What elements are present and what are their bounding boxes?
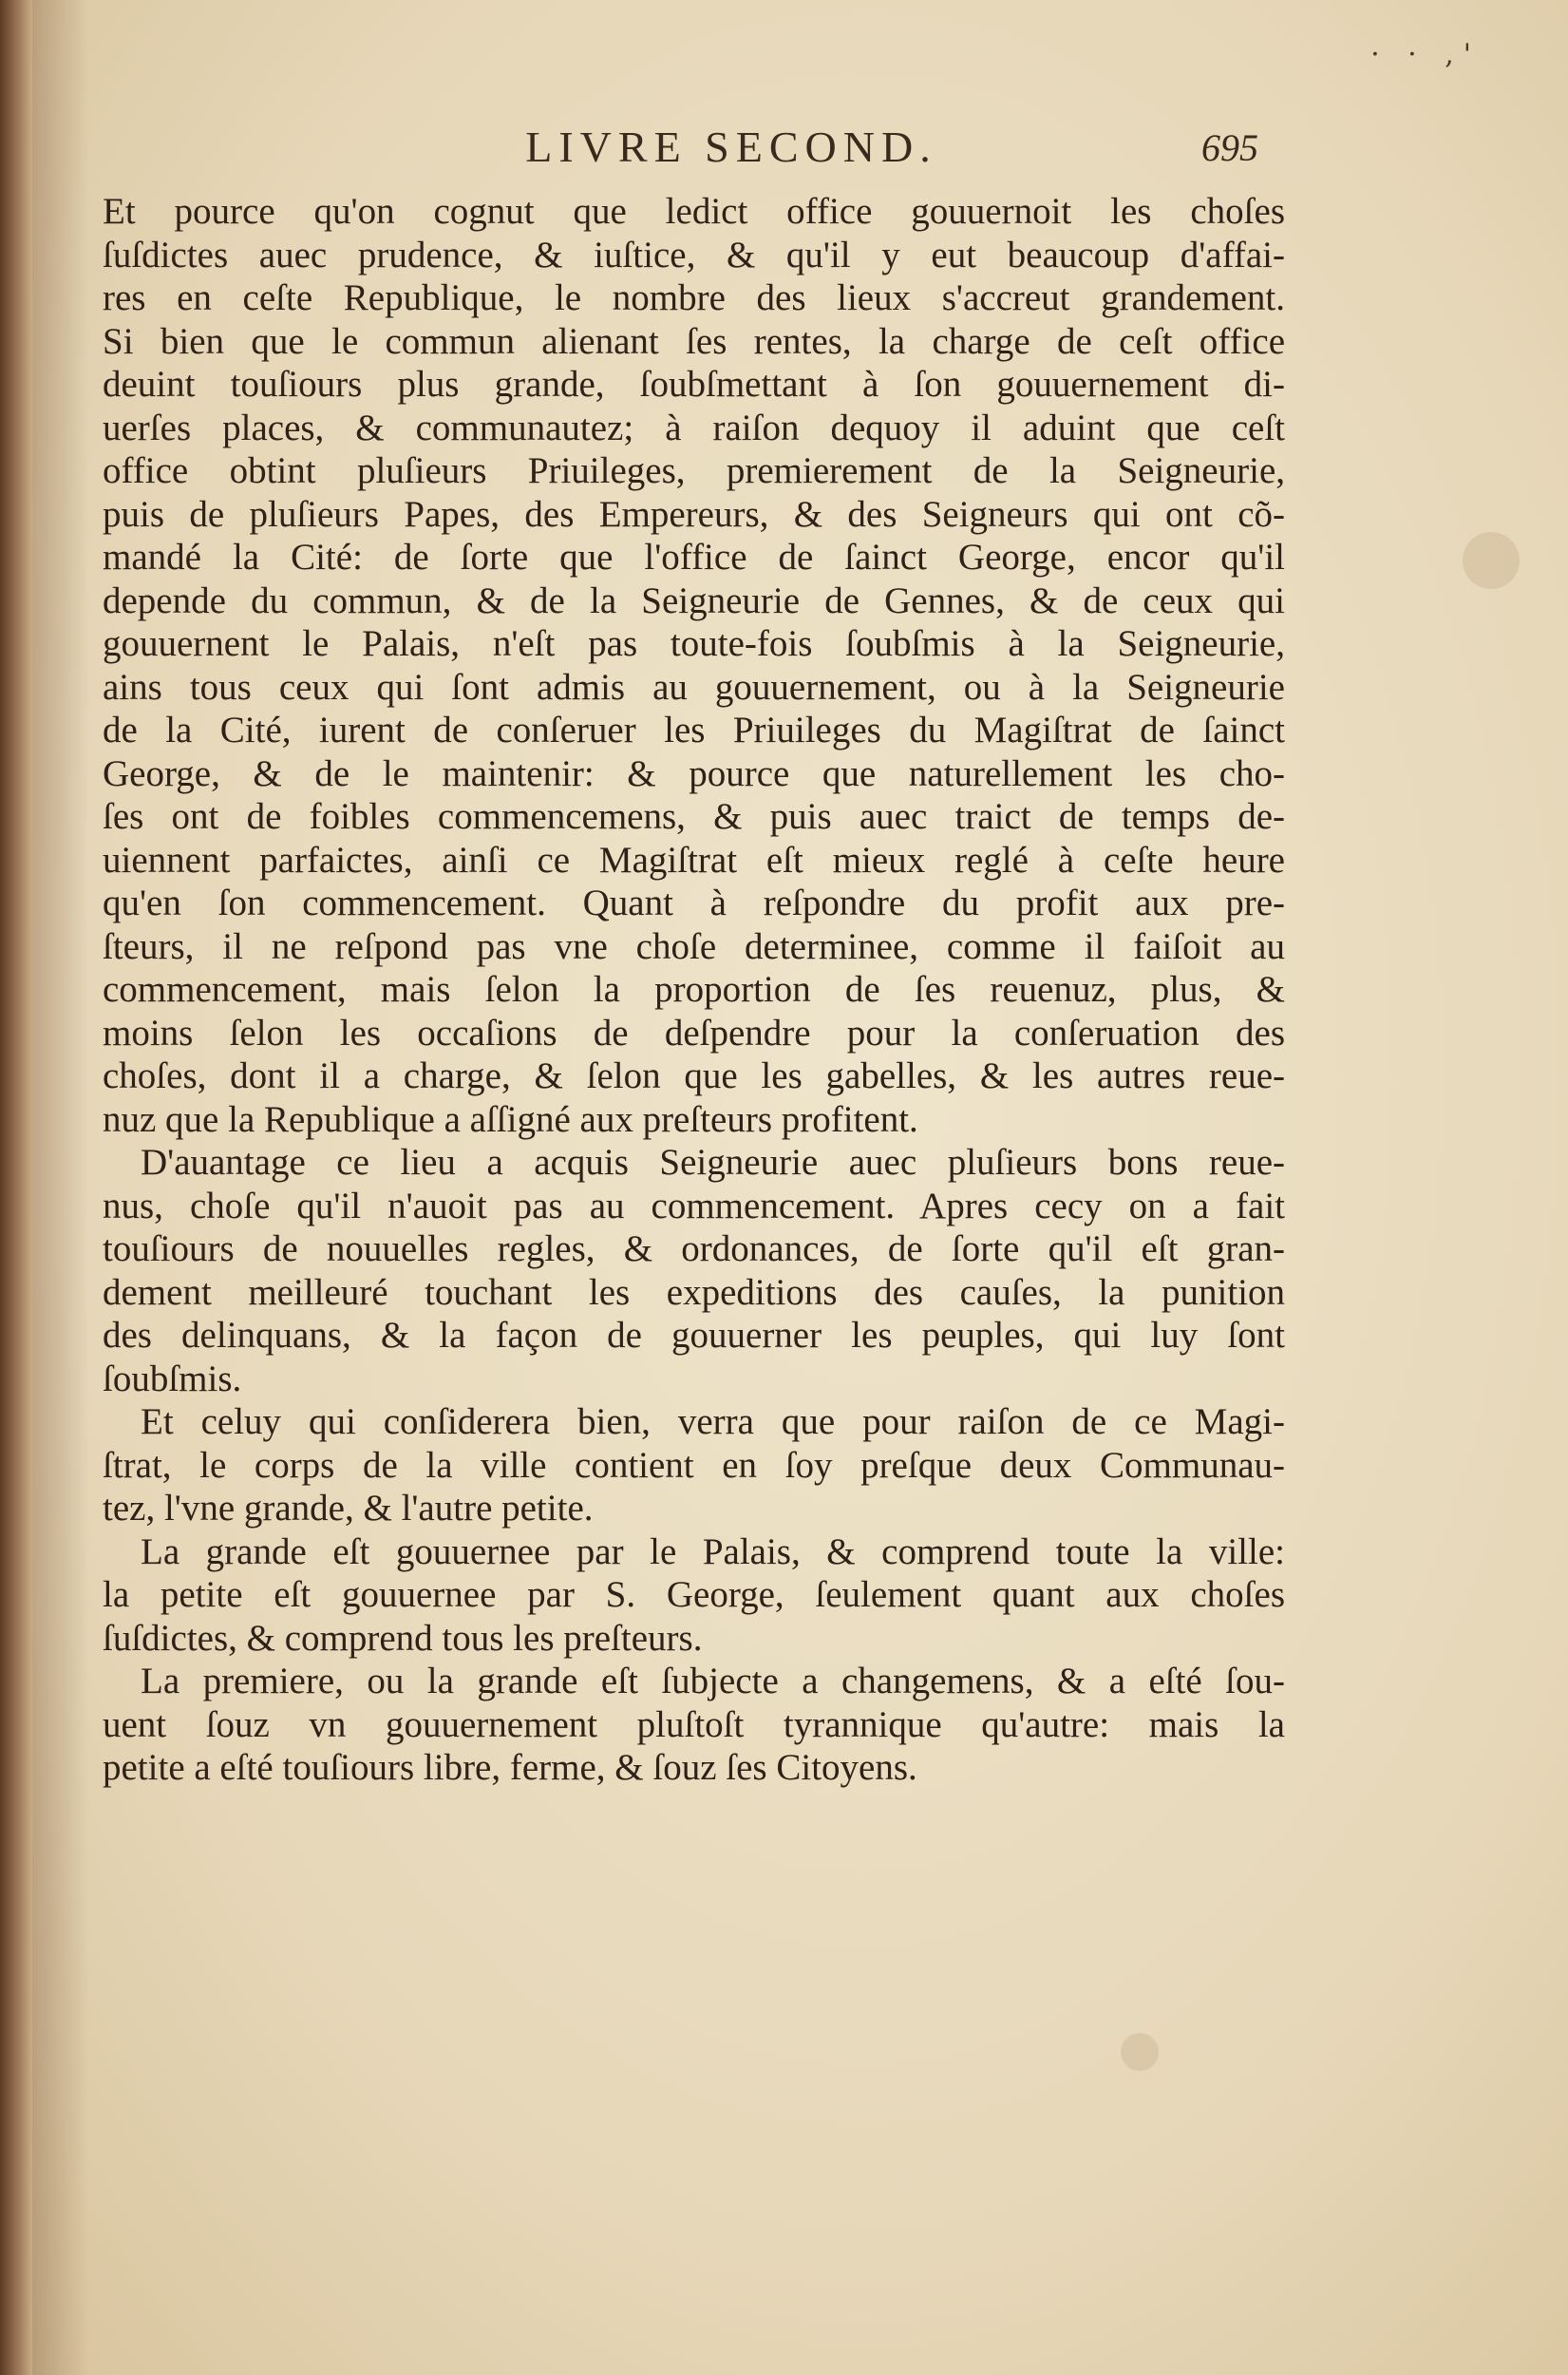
- body-text: [103, 190, 1285, 1790]
- text-line: Et pource qu'on cognut que ledict office gouuernoit les choſes: [103, 191, 1285, 232]
- text-line: D'auantage ce lieu a acquis Seigneurie auec pluſieurs bons reue-: [141, 1142, 1285, 1183]
- text-line: deuint touſiours plus grande, ſoubſmettant à ſon gouuernement di-: [103, 364, 1285, 405]
- text-line: La grande eſt gouuernee par le Palais, & comprend toute la ville:: [141, 1530, 1285, 1572]
- text-line: choſes, dont il a charge, & ſelon que les gabelles, & les autres reue-: [103, 1055, 1285, 1096]
- text-line: tez, l'vne grande, & l'autre petite.: [103, 1488, 594, 1529]
- paper-stain: [1121, 2033, 1159, 2071]
- text-line: de la Cité, iurent de conſeruer les Priuileges du Magiſtrat de ſainct: [103, 710, 1285, 750]
- page-number: 695: [1201, 126, 1258, 169]
- text-line: ſuſdictes auec prudence, & iuſtice, & qu'il y eut beaucoup d'affai-: [103, 234, 1285, 276]
- text-line: gouuernent le Palais, n'eſt pas toute-fois ſoubſmis à la Seigneurie,: [103, 623, 1285, 664]
- text-line: nus, choſe qu'il n'auoit pas au commencement. Apres cecy on a fait: [103, 1185, 1285, 1226]
- text-line: des delinquans, & la façon de gouuerner les peuples, qui luy ſont: [103, 1315, 1285, 1356]
- text-line: Si bien que le commun alienant ſes rentes, la charge de ceſt office: [103, 320, 1285, 362]
- text-line: petite a eſté touſiours libre, ferme, & ſouz ſes Citoyens.: [103, 1747, 917, 1788]
- text-line: commencement, mais ſelon la proportion de ſes reuenuz, plus, &: [103, 969, 1285, 1010]
- running-head: LIVRE SECOND.: [525, 123, 937, 171]
- corner-marks: · · ,': [1370, 38, 1481, 71]
- text-line: res en ceſte Republique, le nombre des lieux s'accreut grandement.: [103, 277, 1285, 318]
- text-line: ſoubſmis.: [103, 1358, 242, 1399]
- text-line: qu'en ſon commencement. Quant à reſpondre du profit aux pre-: [103, 883, 1285, 923]
- text-line: nuz que la Republique a aſſigné aux preſteurs profitent.: [103, 1098, 918, 1140]
- text-line: puis de pluſieurs Papes, des Empereurs, & des Seigneurs qui ont cõ-: [103, 493, 1285, 535]
- text-line: office obtint pluſieurs Priuileges, premierement de la Seigneurie,: [103, 450, 1285, 491]
- text-line: moins ſelon les occaſions de deſpendre pour la conſeruation des: [103, 1012, 1285, 1054]
- text-line: La premiere, ou la grande eſt ſubjecte a changemens, & a eſté ſou-: [141, 1661, 1285, 1701]
- text-line: ains tous ceux qui ſont admis au gouuernement, ou à la Seigneurie: [103, 666, 1285, 708]
- text-line: ſes ont de foibles commencemens, & puis auec traict de temps de-: [103, 796, 1285, 837]
- text-line: uent ſouz vn gouuernement pluſtoſt tyrannique qu'autre: mais la: [103, 1703, 1285, 1745]
- text-line: mandé la Cité: de ſorte que l'office de ſainct George, encor qu'il: [103, 537, 1285, 578]
- page-gutter-shadow: [32, 0, 89, 2375]
- text-line: uiennent parfaictes, ainſi ce Magiſtrat eſt mieux reglé à ceſte heure: [103, 839, 1285, 881]
- text-line: ſteurs, il ne reſpond pas vne choſe determinee, comme il faiſoit au: [103, 925, 1285, 967]
- text-line: uerſes places, & communautez; à raiſon dequoy il aduint que ceſt: [103, 407, 1285, 448]
- text-line: ſtrat, le corps de la ville contient en ſoy preſque deux Communau-: [103, 1444, 1285, 1486]
- text-line: Et celuy qui conſiderera bien, verra que pour raiſon de ce Magi-: [141, 1401, 1285, 1442]
- text-line: touſiours de nouuelles regles, & ordonances, de ſorte qu'il eſt gran-: [103, 1228, 1285, 1269]
- text-line: depende du commun, & de la Seigneurie de Gennes, & de ceux qui: [103, 580, 1285, 621]
- text-line: la petite eſt gouuernee par S. George, ſeulement quant aux choſes: [103, 1574, 1285, 1615]
- paper-stain: [1463, 532, 1520, 589]
- book-binding-edge: [0, 0, 32, 2375]
- text-line: dement meilleuré touchant les expeditions des cauſes, la punition: [103, 1271, 1285, 1313]
- text-line: ſuſdictes, & comprend tous les preſteurs.: [103, 1617, 703, 1659]
- text-line: George, & de le maintenir: & pource que naturellement les cho-: [103, 752, 1285, 794]
